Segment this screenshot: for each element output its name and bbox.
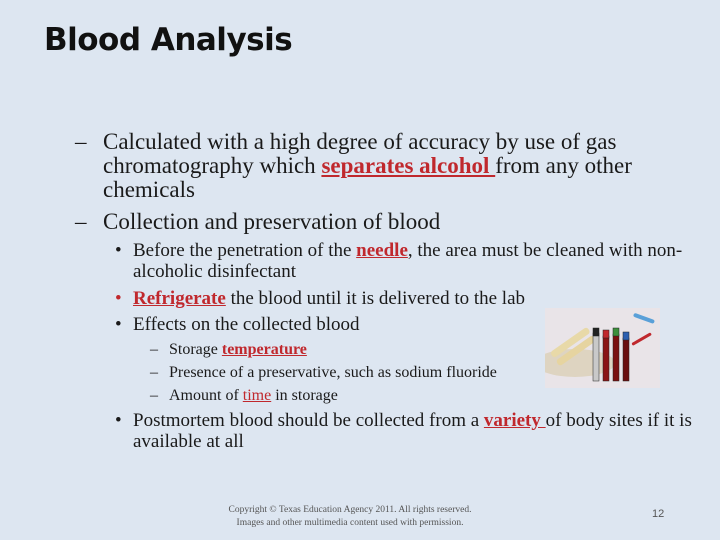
level3-item-temperature	[169, 341, 549, 359]
level1-item-gas-chromatography	[103, 130, 648, 202]
level2-item-effects: Effects on the collected blood	[133, 314, 360, 335]
text-segment: , the area must be cleaned with non-alcoholic disinfectant	[133, 240, 683, 282]
dash-marker: –	[150, 387, 158, 404]
text-segment: of body sites if it is available at all	[133, 410, 692, 452]
highlight-temperature: temperature	[221, 341, 307, 358]
dash-marker: –	[75, 209, 87, 234]
highlight-refrigerate: Refrigerate	[133, 288, 226, 309]
footer-line: Copyright © Texas Education Agency 2011. All rights reserved.	[228, 505, 472, 515]
level2-item-needle	[133, 240, 693, 282]
bullet-marker: •	[115, 288, 122, 309]
blood-tubes-image	[545, 308, 660, 388]
slide-title: Blood Analysis	[44, 22, 293, 58]
footer-line: Images and other multimedia content used with permission.	[236, 518, 464, 528]
text-segment: from any other chemicals	[103, 153, 632, 202]
level1-item-collection: Collection and preservation of blood	[103, 209, 441, 234]
text-segment: Calculated with a high degree of accuracy by use of gas chromatography which	[103, 129, 617, 178]
text-segment: the blood until it is delivered to the lab	[225, 288, 526, 309]
dash-marker: –	[150, 364, 158, 381]
text-segment: Storage	[169, 341, 222, 358]
dash-marker: –	[75, 129, 87, 154]
page-number: 12	[652, 508, 665, 520]
text-segment: Postmortem blood should be collected from a	[133, 410, 484, 431]
highlight-variety: variety	[483, 410, 546, 431]
copyright-footer	[205, 504, 495, 530]
level3-item-preservative: Presence of a preservative, such as sodium fluoride	[169, 364, 497, 381]
text-segment: Before the penetration of the	[133, 240, 357, 261]
level2-item-postmortem	[133, 410, 693, 452]
bullet-marker: •	[115, 314, 122, 335]
highlight-separates-alcohol: separates alcohol	[321, 153, 496, 178]
text-segment: Amount of	[169, 387, 243, 404]
dash-marker: –	[150, 341, 158, 358]
level3-item-time	[169, 387, 549, 405]
highlight-needle: needle	[356, 240, 408, 261]
bullet-marker: •	[115, 410, 122, 431]
level2-item-refrigerate	[133, 288, 693, 309]
text-segment: in storage	[271, 387, 338, 404]
bullet-marker: •	[115, 240, 122, 261]
highlight-time: time	[242, 387, 272, 404]
